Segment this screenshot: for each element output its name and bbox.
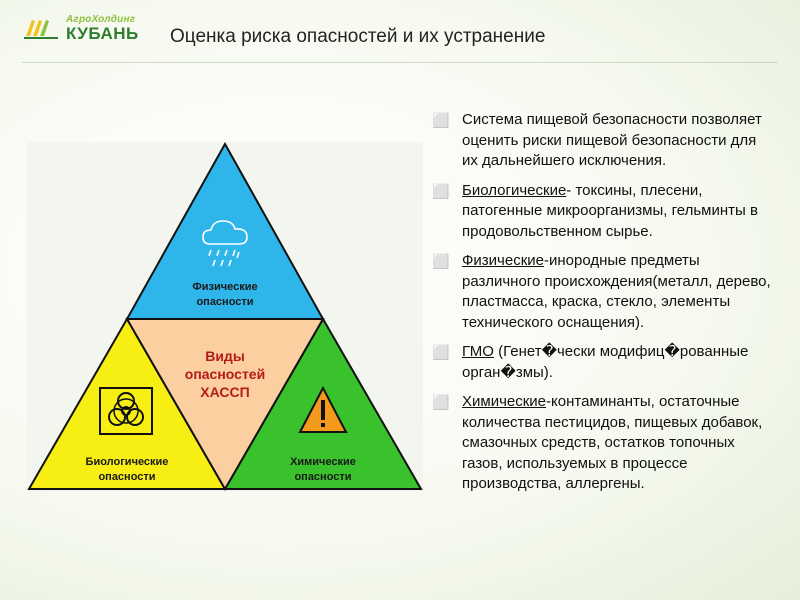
company-logo (22, 12, 162, 44)
page-title: Оценка риска опасностей и их устранение (170, 26, 546, 47)
hazard-pyramid-diagram (27, 142, 423, 492)
haccp-label-line1: Виды (205, 348, 245, 364)
physical-hazards-label-line1: Физические (192, 281, 258, 293)
list-item-text: -контаминанты, остаточные количества пестицидов, пищевых добавок, смазочных средств, остатков топочных газов, используемых в процессе производства, аллергены. (462, 393, 763, 492)
biological-hazards-label (62, 455, 192, 485)
bullet-marker: ⬜ (432, 253, 450, 269)
list-item (432, 251, 772, 333)
title-divider (22, 62, 778, 63)
list-item-lead: ГМО (462, 343, 494, 360)
biological-hazards-label-line1: Биологические (85, 456, 169, 468)
biological-hazards-label-line2: опасности (98, 471, 156, 483)
list-item-lead: Физические (462, 252, 544, 269)
chemical-hazards-label (258, 455, 388, 485)
physical-hazards-label-line2: опасности (196, 296, 254, 308)
haccp-label-line2: опасностей (184, 366, 266, 382)
haccp-center-label (165, 347, 285, 401)
bullet-marker: ⬜ (432, 182, 450, 199)
list-item (432, 110, 772, 172)
chemical-hazards-label-line1: Химические (290, 456, 356, 468)
list-item-text: Система пищевой безопасности позволяет оценить риски пищевой безопасности для их дальнейшего исключения. (462, 111, 762, 169)
physical-hazards-label (165, 280, 285, 310)
bullet-marker: ⬜ (432, 112, 450, 128)
list-item-text: -инородные предметы различного происхождения(металл, дерево, пластмасса, краска, стекло, элементы технического оснащения). (462, 252, 771, 331)
wheat-logo-icon (22, 14, 62, 40)
logo-name: КУБАНЬ (66, 24, 139, 43)
list-item (432, 181, 772, 243)
logo-subtitle: АгроХолдинг (66, 14, 136, 25)
list-item (432, 342, 772, 383)
list-item-lead: Химические (462, 393, 547, 410)
bullet-marker: ⬜ (432, 344, 450, 360)
bullet-list (432, 110, 772, 504)
list-item (432, 392, 772, 495)
chemical-hazards-label-line2: опасности (294, 471, 352, 483)
list-item-lead: Биологические (462, 181, 567, 199)
list-item-text: - токсины, плесени, патогенные микроорганизмы, гельминты в продовольственном сырье. (462, 181, 758, 240)
list-item-text: (Генет�чески модифиц�рованные орган�змы). (462, 343, 749, 381)
haccp-label-line3: ХАССП (200, 384, 250, 400)
bullet-marker: ⬜ (432, 394, 450, 410)
